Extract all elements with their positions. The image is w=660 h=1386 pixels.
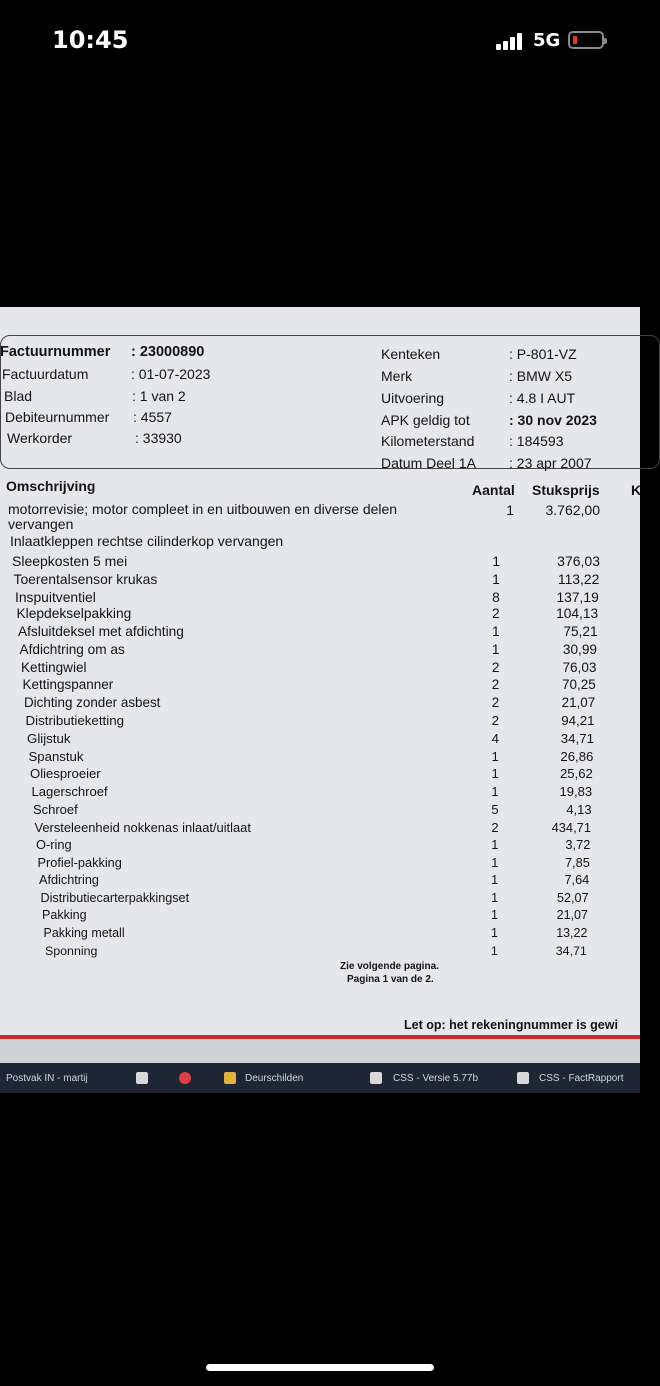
item-description: Klepdekselpakking (16, 606, 132, 622)
item-description: Pakking metall (43, 926, 125, 941)
item-description: Pakking (42, 908, 87, 923)
item-description: Afsluitdeksel met afdichting (18, 624, 184, 640)
item-quantity: 1 (492, 570, 500, 587)
footer-notice: Let op: het rekeningnummer is gewi (404, 1018, 618, 1032)
item-quantity: 1 (491, 890, 499, 905)
label-datum-deel-1a: Datum Deel 1A (381, 455, 476, 471)
col-stuksprijs: Stuksprijs (532, 482, 600, 498)
item-quantity: 2 (491, 712, 500, 728)
taskbar (0, 1063, 640, 1093)
item-price: 19,83 (559, 784, 593, 800)
item-quantity: 1 (491, 784, 499, 800)
label-kilometerstand: Kilometerstand (381, 433, 475, 449)
item-description: Afdichtring om as (19, 641, 125, 657)
item-quantity: 1 (492, 553, 500, 569)
item-description: Versteleenheid nokkenas inlaat/uitlaat (34, 819, 251, 835)
app-icon[interactable] (370, 1072, 382, 1084)
item-quantity: 2 (492, 606, 500, 622)
item-description: Dichting zonder asbest (24, 695, 161, 711)
value-uitvoering: : 4.8 I AUT (509, 390, 576, 406)
item-price: 137,19 (556, 588, 599, 605)
item-description: Spanstuk (28, 748, 84, 764)
item-price: 21,07 (561, 695, 596, 711)
network-type: 5G (533, 30, 561, 51)
folder-icon[interactable] (224, 1072, 236, 1084)
item-quantity: 1 (491, 837, 499, 853)
item-quantity: 4 (491, 730, 499, 746)
item-price: 7,85 (564, 855, 590, 871)
col-aantal: Aantal (472, 482, 515, 498)
item-price: 26,86 (560, 748, 594, 764)
item-quantity: 1 (491, 872, 499, 887)
intro-line-3: Inlaatkleppen rechtse cilinderkop vervangen (10, 533, 284, 549)
item-description: Afdichtring (39, 872, 99, 887)
label-blad: Blad (4, 388, 33, 404)
item-quantity: 1 (491, 748, 499, 764)
label-uitvoering: Uitvoering (381, 390, 445, 406)
item-price: 21,07 (556, 908, 588, 923)
status-time: 10:45 (52, 26, 129, 54)
item-price: 104,13 (556, 606, 599, 622)
home-indicator[interactable] (206, 1364, 434, 1371)
value-apk: : 30 nov 2023 (509, 412, 597, 428)
item-quantity: 2 (491, 659, 500, 675)
item-quantity: 1 (490, 944, 498, 958)
item-quantity: 2 (491, 677, 500, 693)
label-werkorder: Werkorder (7, 430, 73, 446)
label-kenteken: Kenteken (381, 346, 441, 362)
item-quantity: 1 (491, 624, 500, 640)
item-description: Profiel-pakking (37, 855, 122, 871)
value-kenteken: : P-801-VZ (509, 346, 577, 362)
item-description: O-ring (36, 837, 72, 853)
label-merk: Merk (381, 368, 413, 384)
item-quantity: 1 (491, 766, 499, 782)
item-price: 94,21 (561, 712, 595, 728)
invoice-photo (0, 307, 640, 1093)
value-debiteurnummer: : 4557 (133, 409, 172, 425)
item-description: Kettingspanner (22, 677, 114, 693)
item-price: 376,03 (557, 553, 600, 569)
item-price: 52,07 (557, 890, 589, 905)
item-price: 7,64 (564, 872, 590, 887)
chrome-icon[interactable] (179, 1072, 191, 1084)
intro-price: 3.762,00 (545, 502, 600, 518)
value-datum-deel-1a: : 23 apr 2007 (509, 455, 592, 471)
taskbar-item-deurschilden[interactable]: Deurschilden (245, 1073, 304, 1084)
item-quantity: 5 (491, 801, 499, 817)
item-description: Sleepkosten 5 mei (12, 553, 128, 569)
value-merk: : BMW X5 (509, 368, 573, 384)
item-description: Sponning (45, 944, 98, 958)
value-kilometerstand: : 184593 (509, 433, 564, 449)
col-extra: K (631, 482, 642, 498)
item-quantity: 2 (491, 819, 499, 835)
item-quantity: 1 (490, 926, 498, 941)
item-description: Oliesproeier (30, 766, 101, 782)
taskbar-item-css-versie[interactable]: CSS - Versie 5.77b (393, 1073, 479, 1084)
label-factuurdatum: Factuurdatum (2, 366, 89, 382)
item-description: Toerentalsensor krukas (13, 570, 158, 587)
item-description: Glijstuk (27, 730, 71, 746)
item-price: 434,71 (551, 819, 591, 835)
col-omschrijving: Omschrijving (6, 478, 96, 494)
footer-page: Pagina 1 van de 2. (347, 974, 434, 985)
value-factuurnummer: : 23000890 (131, 344, 205, 360)
item-price: 13,22 (556, 926, 588, 941)
item-price: 4,13 (566, 801, 592, 817)
label-debiteurnummer: Debiteurnummer (5, 409, 110, 425)
item-price: 75,21 (563, 624, 598, 640)
taskbar-item-outlook[interactable]: Postvak IN - martij (6, 1073, 88, 1084)
item-description: Schroef (33, 801, 78, 817)
item-description: Distributieketting (25, 712, 125, 728)
item-price: 34,71 (555, 944, 587, 958)
intro-line-2: vervangen (8, 516, 74, 532)
value-werkorder: : 33930 (135, 430, 182, 446)
label-apk: APK geldig tot (381, 412, 470, 428)
item-price: 25,62 (559, 766, 593, 782)
signal-icon (496, 32, 526, 50)
window-bottom-strip (0, 1039, 640, 1063)
item-description: Distributiecarterpakkingset (40, 890, 190, 905)
item-description: Kettingwiel (21, 659, 87, 675)
item-quantity: 8 (492, 588, 500, 605)
item-description: Inspuitventiel (15, 588, 96, 605)
value-factuurdatum: : 01-07-2023 (131, 366, 211, 382)
taskbar-item-css-factrapport[interactable]: CSS - FactRapport (539, 1073, 624, 1084)
item-price: 34,71 (560, 730, 594, 746)
item-quantity: 2 (491, 695, 500, 711)
item-price: 113,22 (557, 570, 600, 587)
item-quantity: 1 (491, 908, 498, 923)
app-icon[interactable] (136, 1072, 148, 1084)
item-price: 76,03 (562, 659, 597, 675)
item-quantity: 1 (491, 855, 499, 871)
label-factuurnummer: Factuurnummer (0, 344, 111, 360)
item-price: 30,99 (562, 641, 597, 657)
item-price: 70,25 (562, 677, 596, 693)
intro-line-1: motorrevisie; motor compleet in en uitbouwen en diverse delen (8, 501, 398, 517)
status-bar (0, 0, 640, 84)
item-quantity: 1 (491, 641, 500, 657)
app-icon[interactable] (517, 1072, 529, 1084)
footer-continued: Zie volgende pagina. (340, 961, 439, 972)
item-price: 3,72 (565, 837, 591, 853)
item-description: Lagerschroef (31, 784, 108, 800)
battery-icon (568, 31, 604, 49)
intro-qty: 1 (506, 502, 514, 518)
value-blad: : 1 van 2 (132, 388, 186, 404)
